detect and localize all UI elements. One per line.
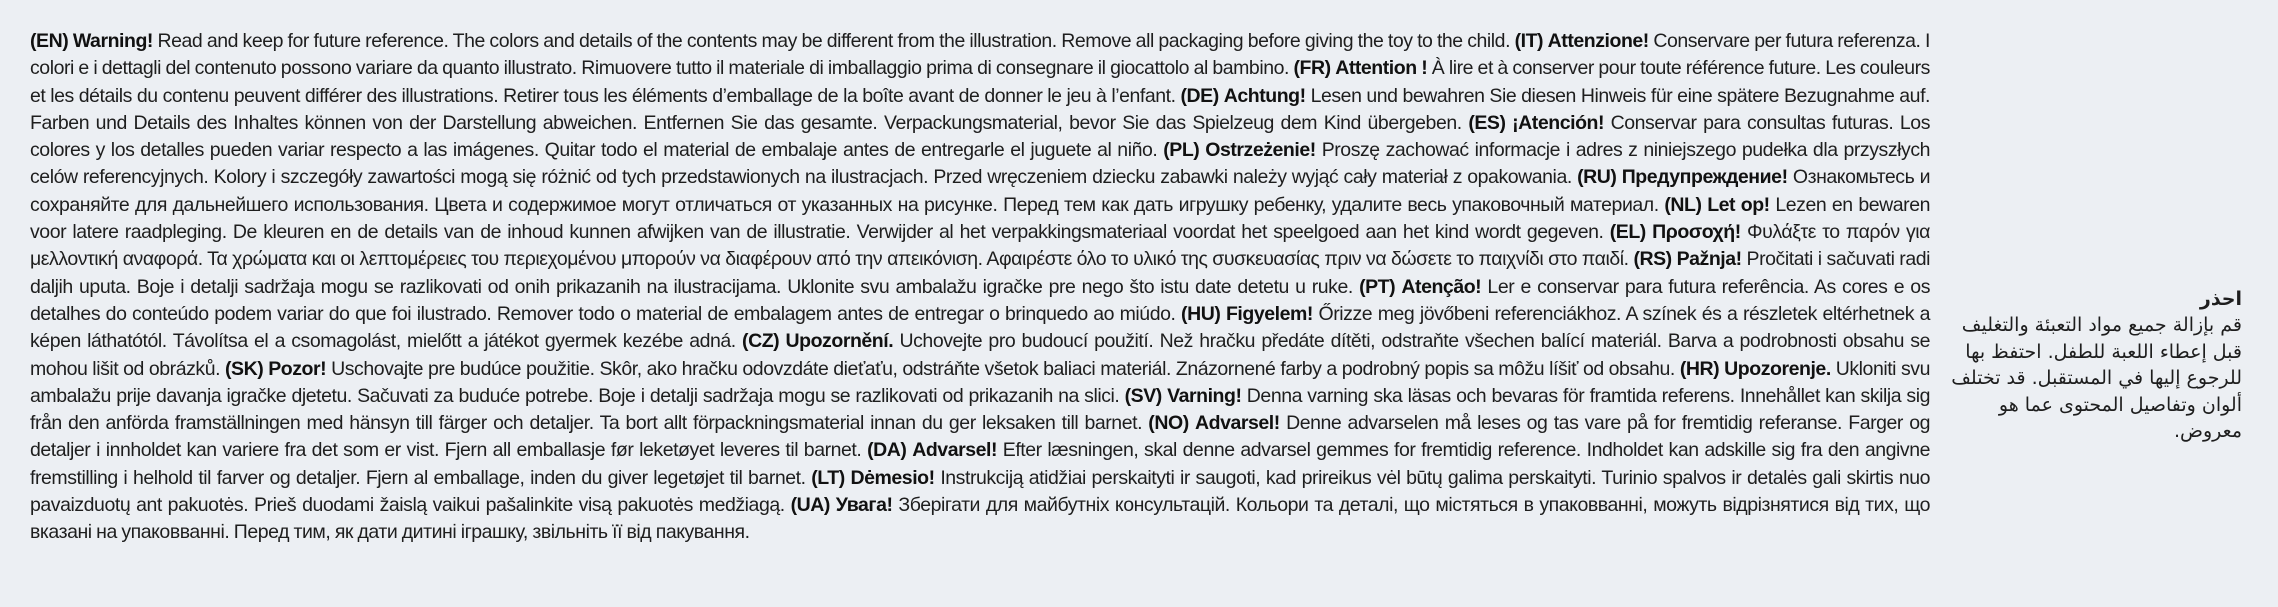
warning-title: ¡Atención! — [1512, 111, 1605, 134]
arabic-warning-text: قم بإزالة جميع مواد التعبئة والتغليف قبل إعطاء اللعبة للطفل. احتفظ بها للرجوع إليها في المستقبل. قد تختلف ألوان وتفاصيل المحتوى عما هو معروض. — [1951, 314, 2242, 443]
warning-segment — [30, 30, 1515, 52]
arabic-warning-block — [1942, 286, 2242, 444]
arabic-warning-heading: احذر — [2199, 288, 2242, 310]
warning-heading: (ES) — [1468, 111, 1506, 134]
warning-body: Lezen en bewaren voor latere raadpleging. De kleuren en de details van de inhoud kunnen afwijken van de illustratie. Verwijder al het verpakkingsmateriaal voordat het speelgoed aan het kind wordt gegeven. — [30, 193, 1931, 244]
warning-heading: (IT) — [1514, 30, 1544, 52]
warning-title: Attenzione! — [1547, 30, 1649, 52]
warning-body: Pročitati i sačuvati radi daljih uputa. Boje i detalji sadržaja mogu se razlikovati od onih prikazanih na ilustracijama. Uklonite svu ambalažu igračke pre nego što istu date detetu u ruke. — [30, 248, 1931, 298]
warning-heading: (EL) — [1609, 221, 1646, 244]
warning-title: Ostrzeżenie! — [1205, 139, 1316, 162]
warning-heading: (DA) — [867, 439, 907, 462]
warning-body: Efter læsningen, skal denne advarsel gemmes for fremtidig reference. Indholdet kan adskille sig fra den angivne fremstilling i helhold til farver og detaljer. Fjern al emballage, inden du giver legetøjet til barnet. — [30, 439, 1931, 489]
warning-heading: (RU) — [1577, 166, 1617, 189]
warning-heading: (LT) — [811, 466, 845, 489]
warning-body: Φυλάξτε το παρόν για μελλοντική αναφορά. Τα χρώματα και οι λεπτομέρειες του περιεχομένου μπορούν να διαφέρουν από την απεικόνιση. Αφαιρέστε όλο το υλικό της συσκευασίας πριν να δώσετε το παιχνίδι στο παιδί. — [30, 221, 1930, 271]
warning-body: Denne advarselen må leses og tas vare på for fremtidig referanse. Farger og detaljer i innholdet kan variere fra det som er vist. Fjern all emballasje før leketøyet leveres til barnet. — [30, 412, 1931, 462]
warning-title: Varning! — [1167, 384, 1242, 407]
multilingual-warning-text — [30, 28, 1930, 547]
warning-title: Advarsel! — [1195, 412, 1280, 435]
warning-heading: (PL) — [1163, 139, 1200, 162]
warning-title: Upozornění. — [785, 330, 894, 353]
warning-body: Instrukciją atidžiai perskaityti ir saugoti, kad prireikus vėl būtų galima perskaityti. Turinio spalvos ir detalės gali skirtis nuo pavaizduotų ant pakuotės. Prieš duodami žaislą vaikui pašalinkite visą pakuotės medžiagą. — [30, 466, 1931, 517]
warning-title: Dėmesio! — [850, 466, 935, 489]
warning-title: Achtung! — [1223, 84, 1306, 107]
warning-heading: (CZ) — [742, 330, 780, 353]
warning-title: Предупреждение! — [1621, 166, 1788, 189]
warning-body: Read and keep for future reference. The colors and details of the contents may be different from the illustration. Remove all packaging before giving the toy to the child. — [152, 30, 1515, 52]
warning-body: Ознакомьтесь и сохраняйте для дальнейшего использования. Цвета и содержимое могут отличаться от указанных на рисунке. Перед тем как дать игрушку ребенку, удалите весь упаковочный материал. — [30, 166, 1931, 216]
warning-body: À lire et à conserver pour toute référence future. Les couleurs et les détails du contenu peuvent différer des illustrations. Retirer tous les éléments d’emballage de la boîte avant de donner le jeu à l’enfant. — [30, 57, 1930, 107]
warning-segment — [225, 358, 1680, 380]
warning-heading: (EN) — [30, 30, 69, 52]
warning-body: Őrizze meg jövőbeni referenciákhoz. A színek és a részletek eltérhetnek a képen láthatótól. Távolítsa el a csomagolást, mielőtt a játékot gyermek kezébe adná. — [30, 302, 1930, 353]
warning-heading: (FR) — [1293, 57, 1331, 80]
warning-title: Upozorenje. — [1724, 357, 1831, 380]
warning-body: Ler e conservar para futura referência. As cores e os detalhes do conteúdo podem variar do que foi ilustrado. Remover todo o material de embalagem antes de entregar o brinquedo ao miúdo. — [30, 275, 1930, 325]
warning-body: Uschovajte pre budúce použitie. Skôr, ako hračku odovzdáte dieťaťu, odstráňte všetok baliaci materiál. Znázornené farby a podrobný popis sa môžu líšiť od obsahu. — [326, 357, 1680, 380]
warning-heading: (UA) — [790, 494, 830, 517]
warning-title: Advarsel! — [912, 439, 998, 462]
warning-body: Denna varning ska läsas och bevaras för framtida referens. Innehållet kan skilja sig från den anförda framställningen med hänsyn till färger och detaljer. Ta bort allt förpackningsmaterial innan du ger leksaken till barnet. — [30, 384, 1930, 435]
warning-heading: (NO) — [1148, 412, 1189, 435]
warning-body: Conservare per futura referenza. I colori e i dettagli del contenuto possono variare da quanto illustrato. Rimuovere tutto il materiale di imballaggio prima di consegnare il giocattolo al bambino. — [30, 30, 1931, 80]
warning-heading: (NL) — [1664, 193, 1702, 216]
warning-body: Lesen und bewahren Sie diesen Hinweis für eine spätere Bezugnahme auf. Farben und Details des Inhaltes können von der Darstellung abweichen. Entfernen Sie das gesamte. Verpackungsmaterial, bevor Sie das Spielzeug dem Kind übergeben. — [30, 84, 1931, 134]
warning-title: Atenção! — [1401, 275, 1482, 298]
warning-heading: (SV) — [1124, 384, 1162, 407]
warning-title: Προσοχή! — [1652, 221, 1741, 244]
warning-title: Pažnja! — [1676, 248, 1742, 271]
warning-title: Warning! — [72, 30, 153, 52]
warning-heading: (SK) — [225, 357, 264, 380]
warning-body: Ukloniti svu ambalažu prije davanja igračke djetetu. Sačuvati za buduće potrebe. Boje i detalji sadržaja mogu se razlikovati od prikazanih na slici. — [30, 357, 1930, 407]
warning-body: Conservar para consultas futuras. Los colores y los detalles pueden variar respecto a las imágenes. Quitar todo el material de embalaje antes de entregarle el juguete al niño. — [30, 111, 1931, 162]
warning-title: Pozor! — [268, 357, 327, 380]
warning-heading: (DE) — [1180, 84, 1219, 107]
warning-title: Attention ! — [1335, 57, 1428, 80]
warning-body: Uchovejte pro budoucí použití. Než hračku předáte dítěti, odstraňte všechen balící materiál. Barva a podrobnosti obsahu se mohou lišit od obrázků. — [30, 330, 1931, 380]
warning-body: Proszę zachować informacje i adres z niniejszego pudełka dla przyszłych celów referencyjnych. Kolory i szczegóły zawartości mogą się różnić od tych przedstawionych na ilustracjach. Przed wręczeniem dziecku zabawki należy wyjąć cały materiał z opakowania. — [30, 139, 1931, 189]
warning-heading: (HU) — [1181, 302, 1221, 325]
warning-title: Figyelem! — [1225, 302, 1313, 325]
warning-heading: (PT) — [1359, 275, 1396, 298]
warning-title: Увага! — [835, 494, 893, 517]
warning-title: Let op! — [1707, 193, 1770, 216]
warning-heading: (RS) — [1633, 248, 1672, 271]
warning-heading: (HR) — [1679, 357, 1720, 380]
warning-body: Зберігати для майбутніх консультацій. Кольори та деталі, що містяться в упаковванні, можуть відрізнятися від тих, що вказані на упаковванні. Перед тим, як дати дитині іграшку, звільніть її від пакування. — [30, 494, 1930, 544]
